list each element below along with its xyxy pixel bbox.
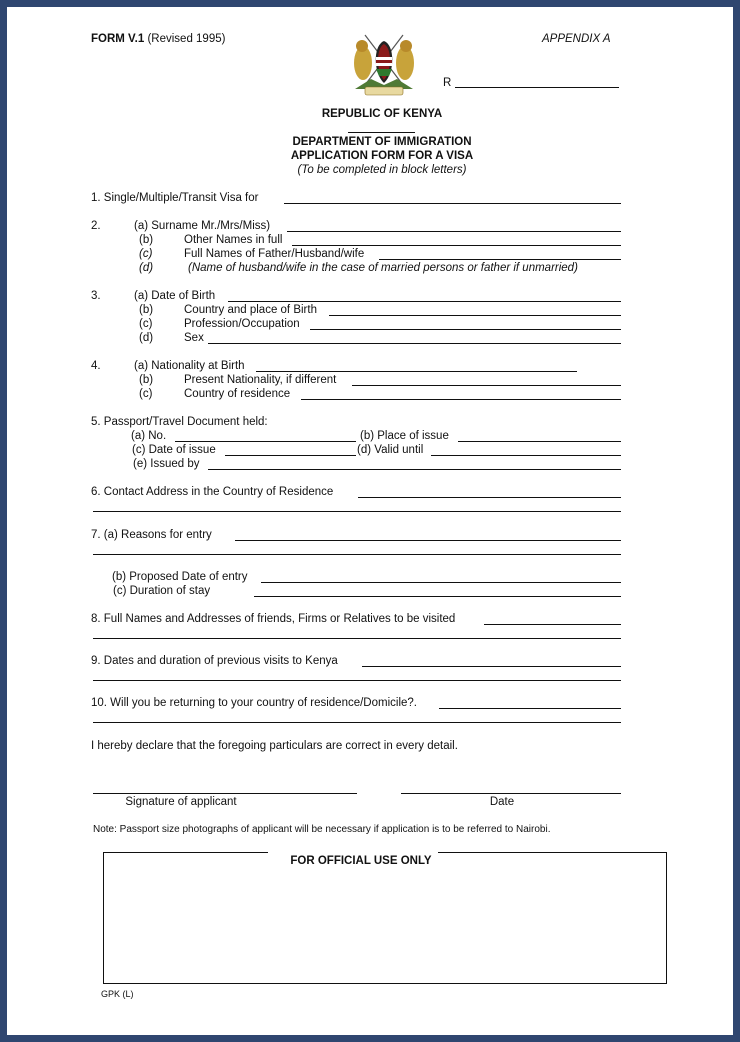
signature-label: Signature of applicant xyxy=(125,796,237,808)
nationality-at-birth-field[interactable] xyxy=(256,371,577,372)
q2c-marker: (c) xyxy=(139,248,153,260)
q5e-label: (e) Issued by xyxy=(133,458,200,470)
q5a-label: (a) No. xyxy=(131,430,167,442)
form-number: FORM V.1 (Revised 1995) xyxy=(91,33,226,45)
q5c-label: (c) Date of issue xyxy=(132,444,216,456)
q5b-label: (b) Place of issue xyxy=(360,430,449,442)
country-of-residence-field[interactable] xyxy=(301,399,621,400)
declaration-text: I hereby declare that the foregoing particulars are correct in every detail. xyxy=(91,740,458,752)
q1-label: 1. Single/Multiple/Transit Visa for xyxy=(91,192,259,204)
duration-of-stay-field[interactable] xyxy=(254,596,621,597)
q4b-marker: (b) xyxy=(139,374,154,386)
q10-label: 10. Will you be returning to your country of residence/Domicile?. xyxy=(91,697,417,709)
q2d-note: (Name of husband/wife in the case of married persons or father if unmarried) xyxy=(188,262,578,274)
official-use-title: FOR OFFICIAL USE ONLY xyxy=(290,855,432,867)
printer-code: GPK (L) xyxy=(101,989,134,999)
reference-field[interactable] xyxy=(455,87,619,88)
valid-until-field[interactable] xyxy=(431,455,621,456)
q2a-label: (a) Surname Mr./Mrs/Miss) xyxy=(134,220,271,232)
q7a-label: 7. (a) Reasons for entry xyxy=(91,529,212,541)
q5d-label: (d) Valid until xyxy=(357,444,424,456)
reasons-for-entry-field-line-2[interactable] xyxy=(93,554,621,555)
q4a-label: (a) Nationality at Birth xyxy=(134,360,245,372)
date-of-issue-field[interactable] xyxy=(225,455,356,456)
previous-visits-field-line-2[interactable] xyxy=(93,680,621,681)
official-use-box xyxy=(103,852,667,984)
q4c-label: Country of residence xyxy=(184,388,291,400)
q3a-label: (a) Date of Birth xyxy=(134,290,216,302)
q6-label: 6. Contact Address in the Country of Residence xyxy=(91,486,334,498)
q3b-marker: (b) xyxy=(139,304,154,316)
reasons-for-entry-field[interactable] xyxy=(235,540,621,541)
q7c-label: (c) Duration of stay xyxy=(113,585,211,597)
q3c-label: Profession/Occupation xyxy=(184,318,300,330)
returning-field-line-2[interactable] xyxy=(93,722,621,723)
contact-address-field[interactable] xyxy=(358,497,621,498)
q4-number: 4. xyxy=(91,360,101,372)
passport-number-field[interactable] xyxy=(175,441,356,442)
q3b-label: Country and place of Birth xyxy=(184,304,317,316)
q3-number: 3. xyxy=(91,290,101,302)
q4c-marker: (c) xyxy=(139,388,153,400)
proposed-entry-date-field[interactable] xyxy=(261,582,621,583)
q4b-label: Present Nationality, if different xyxy=(184,374,337,386)
form-title: APPLICATION FORM FOR A VISA xyxy=(290,150,474,162)
q2c-label: Full Names of Father/Husband/wife xyxy=(184,248,365,260)
q8-label: 8. Full Names and Addresses of friends, Firms or Relatives to be visited xyxy=(91,613,456,625)
date-of-birth-field[interactable] xyxy=(228,301,621,302)
form-page xyxy=(7,7,733,1035)
occupation-field[interactable] xyxy=(310,329,621,330)
visa-type-field[interactable] xyxy=(284,203,621,204)
q2b-label: Other Names in full xyxy=(184,234,283,246)
surname-field[interactable] xyxy=(287,231,621,232)
q2d-marker: (d) xyxy=(139,262,154,274)
q9-label: 9. Dates and duration of previous visits to Kenya xyxy=(91,655,338,667)
issued-by-field[interactable] xyxy=(208,469,621,470)
signature-field[interactable] xyxy=(93,793,357,794)
kenya-coat-of-arms-icon xyxy=(351,29,417,99)
returning-field[interactable] xyxy=(439,708,621,709)
q7b-label: (b) Proposed Date of entry xyxy=(112,571,248,583)
sex-field[interactable] xyxy=(208,343,621,344)
instruction-text: (To be completed in block letters) xyxy=(297,164,467,176)
photograph-note: Note: Passport size photographs of applicant will be necessary if application is to be referred to Nairobi. xyxy=(93,824,551,835)
q2b-marker: (b) xyxy=(139,234,154,246)
date-field[interactable] xyxy=(401,793,621,794)
birth-place-field[interactable] xyxy=(329,315,621,316)
q5-label: 5. Passport/Travel Document held: xyxy=(91,416,268,428)
friends-firms-relatives-field-line-2[interactable] xyxy=(93,638,621,639)
q3d-marker: (d) xyxy=(139,332,154,344)
q3d-label: Sex xyxy=(184,332,204,344)
reference-label: R xyxy=(443,77,452,89)
present-nationality-field[interactable] xyxy=(352,385,621,386)
republic-heading: REPUBLIC OF KENYA xyxy=(321,108,443,120)
place-of-issue-field[interactable] xyxy=(458,441,621,442)
friends-firms-relatives-field[interactable] xyxy=(484,624,621,625)
date-label: Date xyxy=(489,796,515,808)
father-husband-name-field[interactable] xyxy=(379,259,621,260)
contact-address-field-line-2[interactable] xyxy=(93,511,621,512)
appendix-label: APPENDIX A xyxy=(542,33,611,45)
heading-divider xyxy=(348,132,415,133)
q3c-marker: (c) xyxy=(139,318,153,330)
q2-number: 2. xyxy=(91,220,101,232)
other-names-field[interactable] xyxy=(292,245,621,246)
department-heading: DEPARTMENT OF IMMIGRATION xyxy=(292,136,472,148)
previous-visits-field[interactable] xyxy=(362,666,621,667)
